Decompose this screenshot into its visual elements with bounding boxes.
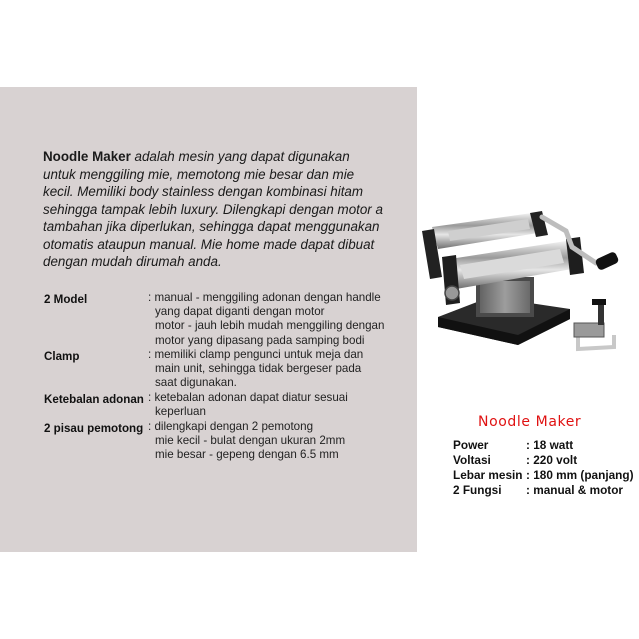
feature-line: yang dapat diganti dengan motor bbox=[155, 305, 325, 319]
spec-value: : 18 watt bbox=[526, 438, 574, 452]
feature-value bbox=[148, 391, 416, 419]
feature-value bbox=[148, 348, 416, 391]
intro-line: untuk menggiling mie, memotong mie besar dan mie bbox=[43, 166, 355, 182]
noodle-maker-image bbox=[420, 185, 635, 365]
feature-line: : dilengkapi dengan 2 pemotong bbox=[148, 420, 314, 433]
spec-label: Voltasi bbox=[453, 453, 491, 467]
feature-label: Clamp bbox=[44, 350, 80, 363]
spec-label: 2 Fungsi bbox=[453, 483, 502, 497]
feature-value bbox=[148, 291, 416, 348]
intro-brand: Noodle Maker bbox=[43, 149, 131, 164]
feature-line: motor yang dipasang pada samping bodi bbox=[155, 333, 365, 347]
spec-value: : 220 volt bbox=[526, 453, 578, 467]
feature-line: mie kecil - bulat dengan ukuran 2mm bbox=[155, 434, 346, 448]
feature-line: : ketebalan adonan dapat diatur sesuai bbox=[148, 391, 348, 404]
feature-line: mie besar - gepeng dengan 6.5 mm bbox=[155, 448, 339, 462]
feature-label: 2 Model bbox=[44, 293, 88, 306]
feature-line: main unit, sehingga tidak bergeser pada bbox=[155, 362, 362, 376]
feature-line: : memiliki clamp pengunci untuk meja dan bbox=[148, 348, 364, 361]
feature-line: keperluan bbox=[155, 405, 206, 419]
spec-label: Power bbox=[453, 438, 489, 452]
intro-line: tambahan jika diperlukan, sehingga dapat menggunakan bbox=[43, 219, 380, 234]
intro-line: adalah mesin yang dapat digunakan bbox=[130, 149, 350, 164]
feature-label: Ketebalan adonan bbox=[44, 393, 144, 406]
spec-value: : 180 mm (panjang) bbox=[526, 468, 634, 482]
product-title: Noodle Maker bbox=[478, 414, 582, 430]
feature-value bbox=[148, 420, 416, 463]
intro-line: sehingga tampak lebih luxury. Dilengkapi dengan motor a bbox=[43, 201, 383, 217]
intro-line: dengan mudah dirumah anda. bbox=[43, 254, 222, 269]
feature-line: motor - jauh lebih mudah menggiling dengan bbox=[155, 319, 385, 333]
spec-value: : manual & motor bbox=[526, 483, 624, 497]
feature-label: 2 pisau pemotong bbox=[44, 422, 144, 435]
spec-label: Lebar mesin bbox=[453, 468, 523, 482]
intro-paragraph bbox=[43, 148, 415, 271]
intro-line: otomatis ataupun manual. Mie home made dapat dibuat bbox=[43, 236, 375, 252]
feature-line: saat digunakan. bbox=[155, 376, 237, 390]
feature-line: : manual - menggiling adonan dengan handle bbox=[148, 291, 381, 304]
intro-line: kecil. Memiliki body stainless dengan kombinasi hitam bbox=[43, 184, 364, 199]
